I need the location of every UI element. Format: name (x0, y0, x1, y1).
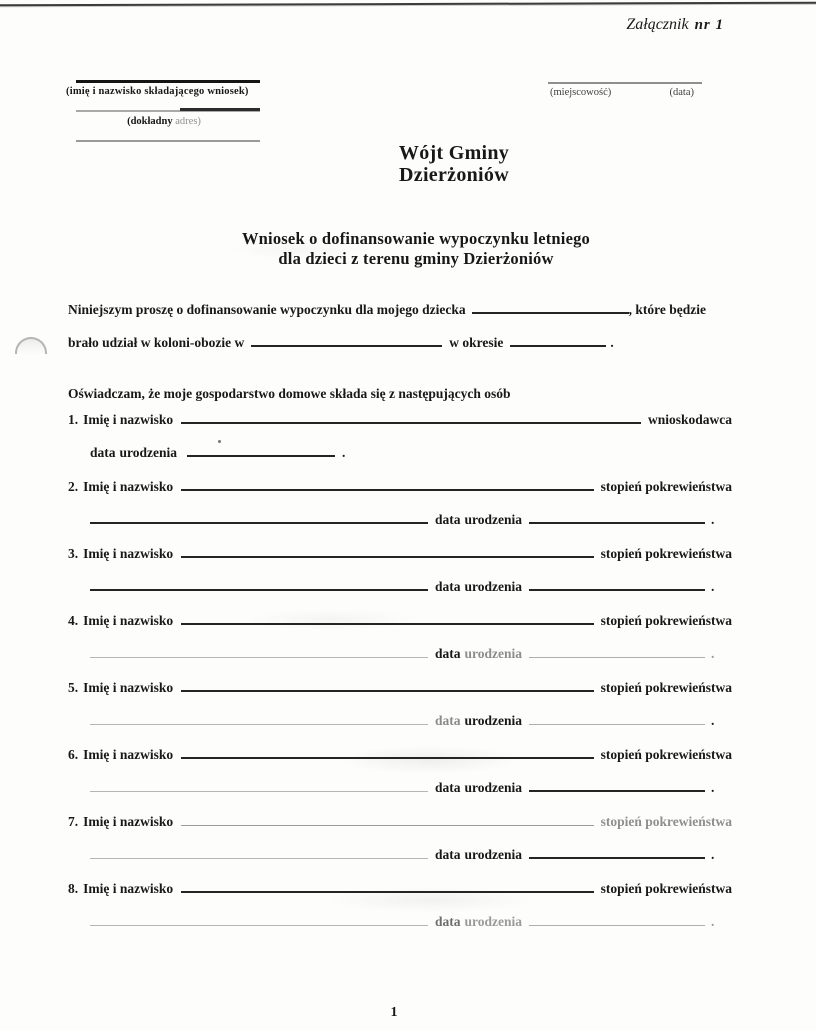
addressee-block (346, 142, 562, 186)
addressee-line2: Dzierżoniów (399, 164, 509, 186)
line-terminator: . (711, 512, 715, 527)
member-birthdate-label-2: urodzenia (464, 713, 523, 728)
form-title-line2: dla dzieci z terenu gminy Dzierżoniów (278, 249, 554, 268)
member-birthdate-label-2: urodzenia (464, 847, 523, 862)
page-number: 1 (390, 1005, 398, 1020)
household-member-row (68, 678, 732, 732)
form-title-line1: Wniosek o dofinansowanie wypoczynku letniego (241, 229, 591, 248)
applicant-name-line[interactable] (76, 80, 260, 83)
member-kinship-field[interactable] (90, 912, 428, 926)
member-birthdate-label: data (435, 713, 461, 728)
member-birthdate-field[interactable] (529, 845, 705, 859)
scan-edge-line (0, 2, 816, 7)
member-name-label: Imię i nazwisko (83, 680, 174, 695)
household-member-row (68, 812, 732, 866)
request-paragraph (68, 300, 748, 354)
attachment-number: nr 1 (694, 17, 724, 33)
member-number: 8. (68, 881, 79, 896)
member-name-label: Imię i nazwisko (83, 479, 174, 494)
member-kinship-field[interactable] (90, 510, 428, 524)
member-number: 5. (68, 680, 79, 695)
member-number: 2. (68, 479, 79, 494)
member-kinship-label: stopień pokrewieństwa (600, 479, 732, 494)
line-terminator: . (711, 713, 715, 728)
member-birthdate-label-2: urodzenia (464, 512, 523, 527)
member-name-field[interactable] (181, 611, 593, 625)
addressee-line1: Wójt Gminy (398, 142, 510, 164)
applicant-name-field[interactable] (181, 410, 641, 424)
member-birthdate-label: data (435, 847, 461, 862)
member-birthdate-label: data (90, 445, 116, 460)
child-name-field[interactable] (472, 300, 629, 314)
member-name-label: Imię i nazwisko (83, 881, 174, 896)
member-name-label: Imię i nazwisko (83, 747, 174, 762)
applicant-role-label: wnioskodawca (647, 412, 732, 427)
member-birthdate-field[interactable] (529, 912, 705, 926)
applicant-name-caption: (imię i nazwisko składającego wniosek) (66, 86, 249, 97)
member-name-field[interactable] (181, 879, 593, 893)
form-title (0, 229, 816, 269)
member-birthdate-label-2: urodzenia (464, 579, 523, 594)
household-member-row (68, 879, 732, 933)
scan-punch-mark (15, 337, 47, 354)
member-number: 3. (68, 546, 79, 561)
member-birthdate-label-2: urodzenia (119, 445, 178, 460)
date-caption: (data) (669, 86, 694, 98)
member-number: 1. (68, 412, 79, 427)
member-birthdate-label: data (435, 914, 461, 929)
member-birthdate-field[interactable] (529, 577, 705, 591)
member-number: 4. (68, 613, 79, 628)
member-birthdate-field[interactable] (529, 711, 705, 725)
line-terminator: . (711, 780, 715, 795)
household-member-row (68, 544, 732, 598)
member-birthdate-label-2: urodzenia (464, 646, 523, 661)
scan-speck (218, 440, 221, 443)
member-birthdate-label: data (435, 512, 461, 527)
place-caption: (miejscowość) (550, 86, 612, 98)
member-kinship-field[interactable] (90, 644, 428, 658)
member-kinship-label: stopień pokrewieństwa (600, 747, 732, 762)
member-birthdate-label: data (435, 646, 461, 661)
member-name-field[interactable] (181, 477, 593, 491)
address-caption (66, 116, 262, 128)
member-number: 6. (68, 747, 79, 762)
member-kinship-field[interactable] (90, 778, 428, 792)
declaration-intro: Oświadczam, że moje gospodarstwo domowe składa się z następujących osób (68, 386, 511, 401)
household-applicant-row (68, 410, 732, 464)
applicant-birthdate-field[interactable] (187, 443, 335, 457)
address-caption-light: adres) (175, 116, 201, 127)
member-birthdate-label: data (435, 579, 461, 594)
line-terminator: . (342, 445, 346, 460)
member-name-label: Imię i nazwisko (83, 613, 174, 628)
member-kinship-field[interactable] (90, 711, 428, 725)
camp-period-field[interactable] (510, 333, 606, 347)
line-terminator: . (711, 914, 715, 929)
request-text-3: brało udział w koloni-obozie w (68, 335, 245, 350)
member-name-field[interactable] (181, 745, 593, 759)
household-member-row (68, 477, 732, 531)
request-text-4: w okresie (449, 335, 504, 350)
applicant-address-line-1[interactable] (76, 110, 260, 112)
applicant-address-line-2[interactable] (76, 140, 260, 142)
request-text-2: , które będzie (628, 302, 707, 317)
member-birthdate-label-2: urodzenia (464, 780, 523, 795)
household-member-row (68, 745, 732, 799)
camp-place-field[interactable] (251, 333, 442, 347)
member-number: 7. (68, 814, 79, 829)
member-kinship-field[interactable] (90, 845, 428, 859)
household-members-list (68, 410, 732, 946)
request-text-1: Niniejszym proszę o dofinansowanie wypoczynku dla mojego dziecka (68, 302, 466, 317)
household-member-row (68, 611, 732, 665)
place-date-block (548, 82, 702, 98)
member-birthdate-field[interactable] (529, 510, 705, 524)
member-birthdate-label: data (435, 780, 461, 795)
household-member-rows (68, 477, 732, 933)
member-name-label: Imię i nazwisko (83, 412, 174, 427)
member-kinship-label: stopień pokrewieństwa (600, 881, 732, 896)
member-name-field[interactable] (181, 544, 593, 558)
address-caption-bold: (dokładny (127, 116, 173, 127)
member-kinship-label: stopień pokrewieństwa (600, 814, 732, 829)
member-birthdate-field[interactable] (529, 644, 705, 658)
member-name-label: Imię i nazwisko (83, 814, 174, 829)
line-terminator: . (711, 646, 715, 661)
member-kinship-label: stopień pokrewieństwa (600, 546, 732, 561)
member-kinship-field[interactable] (90, 577, 428, 591)
member-name-field[interactable] (181, 812, 593, 826)
attachment-label: Załącznik (626, 16, 689, 33)
member-kinship-label: stopień pokrewieństwa (600, 613, 732, 628)
line-terminator: . (711, 847, 715, 862)
request-text-5: . (610, 335, 614, 350)
line-terminator: . (711, 579, 715, 594)
member-birthdate-field[interactable] (529, 778, 705, 792)
member-name-field[interactable] (181, 678, 593, 692)
attachment-heading (626, 16, 724, 34)
applicant-header-block (66, 80, 262, 142)
member-birthdate-label-2: urodzenia (464, 914, 523, 929)
member-name-label: Imię i nazwisko (83, 546, 174, 561)
member-kinship-label: stopień pokrewieństwa (600, 680, 732, 695)
